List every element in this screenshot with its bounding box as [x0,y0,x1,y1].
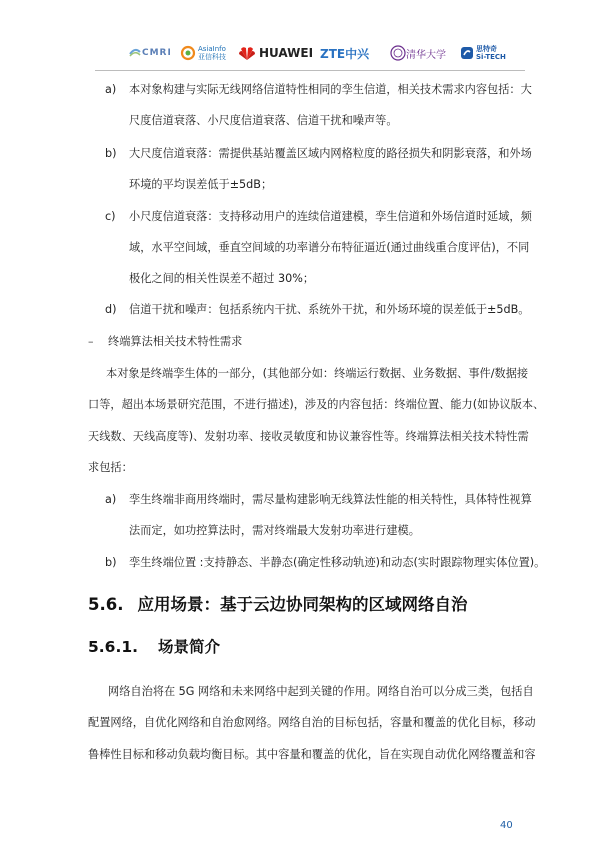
bullet-dash: – [88,335,94,348]
sitech-logo [460,40,506,66]
list-item-text: 极化之间的相关性误差不超过 30%； [129,272,315,285]
section-number: 5.6.1. [88,638,139,656]
zte-logo-text: ZTE中兴 [320,46,370,61]
list-item-text: 域，水平空间域，垂直空间域的功率谱分布特征逼近(通过曲线重合度评估)，不同 [129,241,530,254]
asiainfo-ring-icon [180,45,196,61]
paragraph-line: 求包括： [88,461,133,474]
list-item-text: 本对象构建与实际无线网络信道特性相同的孪生信道，相关技术需求内容包括：大 [129,83,532,96]
section-heading-5-6 [88,595,468,615]
list-item-text: 信道干扰和噪声：包括系统内干扰、系统外干扰，和外场环境的误差低于±5dB。 [129,303,530,316]
huawei-logo [238,40,313,66]
paragraph-line: 配置网络，自优化网络和自治愈网络。网络自治的目标包括，容量和覆盖的优化目标，移动 [88,716,536,729]
section-number: 5.6. [88,595,124,614]
paragraph-line: 鲁棒性目标和移动负载均衡目标。其中容量和覆盖的优化，旨在实现自动优化网络覆盖和容 [88,748,536,761]
sitech-logo-subtext: Si-TECH [476,53,506,61]
tsinghua-seal-icon [390,45,406,61]
section-heading-5-6-1 [88,637,220,657]
list-item-text: 环境的平均误差低于±5dB； [129,178,273,191]
huawei-petal-icon [238,45,256,61]
list-item-text: 大尺度信道衰落：需提供基站覆盖区域内网格粒度的路径损失和阴影衰落，和外场 [129,147,532,160]
subsection-heading: 终端算法相关技术特性需求 [108,335,243,348]
paragraph-line: 本对象是终端孪生体的一部分，(其他部分如：终端运行数据、业务数据、事件/数据接 [106,367,529,380]
cmri-logo [128,40,172,66]
paragraph-line: 口等，超出本场景研究范围，不进行描述)，涉及的内容包括：终端位置、能力(如协议版本、 [88,398,545,411]
header-divider [95,70,525,71]
sitech-logo-text: 思特奇 [476,45,497,53]
asiainfo-logo-text: AsiaInfo [198,45,226,53]
tsinghua-logo-text: 清华大学 [406,49,446,61]
sitech-mark-icon [460,46,474,60]
cmri-logo-text: CMRI [142,48,172,58]
paragraph-line: 网络自治将在 5G 网络和未来网络中起到关键的作用。网络自治可以分成三类，包括自 [108,685,534,698]
list-item-text: 孪生终端位置 :支持静态、半静态(确定性移动轨迹)和动态(实时跟踪物理实体位置)。 [129,556,546,569]
section-title: 应用场景：基于云边协同架构的区域网络自治 [137,595,468,614]
asiainfo-logo [180,40,226,66]
tsinghua-logo [390,40,446,66]
cmri-swirl-icon [128,46,142,60]
list-item-label: a) [105,493,117,506]
list-item-label: a) [105,83,117,96]
huawei-logo-text: HUAWEI [259,46,314,60]
list-item-text: 孪生终端非商用终端时，需尽量构建影响无线算法性能的相关特性，具体特性视算 [129,493,532,506]
zte-logo [320,40,369,66]
paragraph-line: 天线数、天线高度等)、发射功率、接收灵敏度和协议兼容性等。终端算法相关技术特性需 [88,430,529,443]
list-item-text: 尺度信道衰落、小尺度信道衰落、信道干扰和噪声等。 [129,114,398,127]
page-number: 40 [500,820,513,831]
list-item-text: 小尺度信道衰落：支持移动用户的连续信道建模，孪生信道和外场信道时延域，频 [129,210,532,223]
list-item-text: 法而定，如功控算法时，需对终端最大发射功率进行建模。 [129,524,420,537]
list-item-label: b) [105,556,117,569]
list-item-label: c) [105,210,116,223]
section-title: 场景简介 [158,638,221,656]
header-logo-bar [0,40,600,66]
asiainfo-logo-subtext: 亚信科技 [198,53,226,61]
list-item-label: b) [105,147,117,160]
list-item-label: d) [105,303,117,316]
